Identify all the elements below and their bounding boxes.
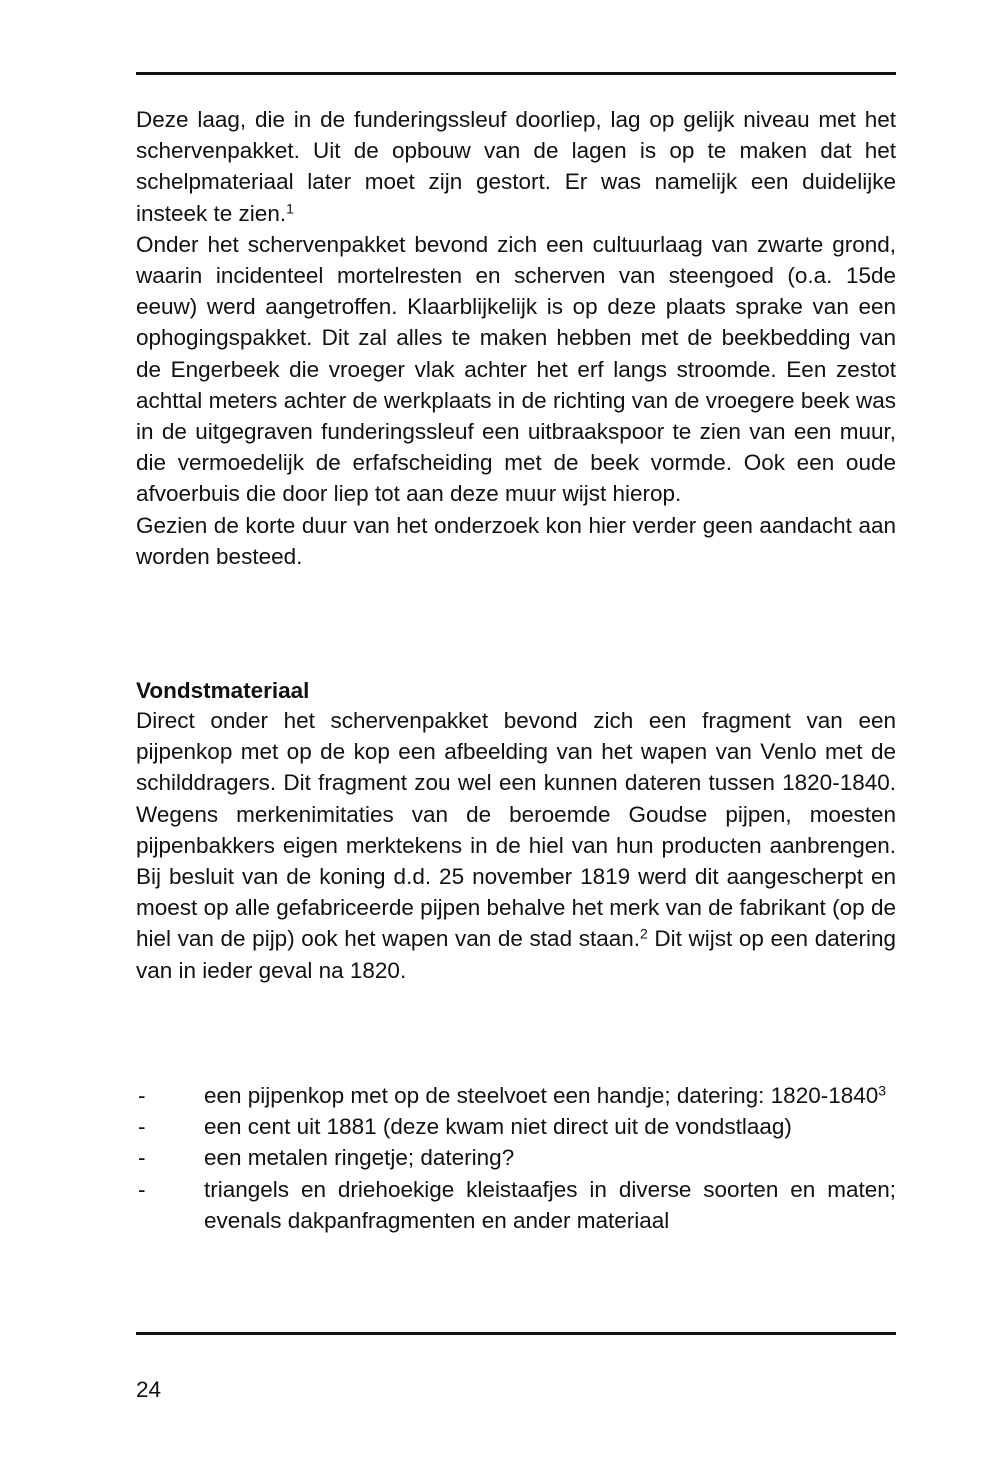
- section-body: [136, 705, 896, 986]
- footnote-ref-1: 1: [286, 199, 294, 216]
- page-number: 24: [136, 1377, 162, 1402]
- list-item: - triangels en driehoekige kleistaafjes in diverse soorten en maten; evenals dakpanfragmenten en ander materiaal: [136, 1174, 896, 1236]
- list-dash: -: [138, 1083, 146, 1108]
- finds-list: [136, 1080, 896, 1236]
- bottom-rule: [136, 1332, 896, 1335]
- paragraph-shell-layer: Deze laag, die in de funderingssleuf doorliep, lag op gelijk niveau met het schervenpakket. Uit de opbouw van de lagen is op te maken dat het schelpmateriaal later moet zijn gestort. Er was namelijk een duidelijke insteek te zien.$^1$: [136, 107, 896, 226]
- paragraph-pipe-fragment: Direct onder het schervenpakket bevond zich een fragment van een pijpenkop met op de kop een afbeelding van het wapen van Venlo met de schilddragers. Dit fragment zou wel een kunnen dateren tussen 1820-1840. Wegens merkenimitaties van de beroemde Goudse pijpen, moesten pijpenbakkers eigen merktekens in de hiel van hun producten aanbrengen. Bij besluit van de koning d.d. 25 november 1819 werd dit aangescherpt en moest op alle gefabriceerde pijpen behalve het merk van de fabrikant (op de hiel van de pijp) ook het wapen van de stad staan.$^2$ Dit wijst op een datering van in ieder geval na 1820.: [136, 708, 896, 983]
- list-dash: -: [138, 1145, 146, 1171]
- top-rule: [136, 72, 896, 75]
- section-heading: Vondstmateriaal: [136, 678, 310, 703]
- footnote-ref-3: 3: [878, 1082, 887, 1099]
- list-dash: -: [138, 1176, 146, 1202]
- intro-text: [136, 104, 896, 572]
- list-item: - een cent uit 1881 (deze kwam niet direct uit de vondstlaag): [136, 1111, 896, 1142]
- paragraph-culture-layer: Onder het schervenpakket bevond zich een cultuurlaag van zwarte grond, waarin incidenteel mortelresten en scherven van steengoed (o.a. 15de eeuw) werd aangetroffen. Klaarblijkelijk is op deze plaats sprake van een ophogingspakket. Dit zal alles te maken hebben met de beekbedding van de Engerbeek die vroeger vlak achter het erf langs stroomde. Een zestot achttal meters achter de werkplaats in de richting van de vroegere beek was in de uitgegraven funderingssleuf een uitbraakspoor te zien van een muur, die vermoedelijk de erfafscheiding met de beek vormde. Ook een oude afvoerbuis die door liep tot aan deze muur wijst hierop.: [136, 231, 896, 507]
- list-dash: -: [138, 1114, 146, 1140]
- list-item: - een pijpenkop met op de steelvoet een handje; datering: 1820-1840$^3$: [136, 1080, 896, 1111]
- footnote-ref-2: 2: [640, 925, 648, 942]
- paragraph-research-note: Gezien de korte duur van het onderzoek kon hier verder geen aandacht aan worden besteed.: [136, 512, 896, 569]
- list-item: - een metalen ringetje; datering?: [136, 1142, 896, 1173]
